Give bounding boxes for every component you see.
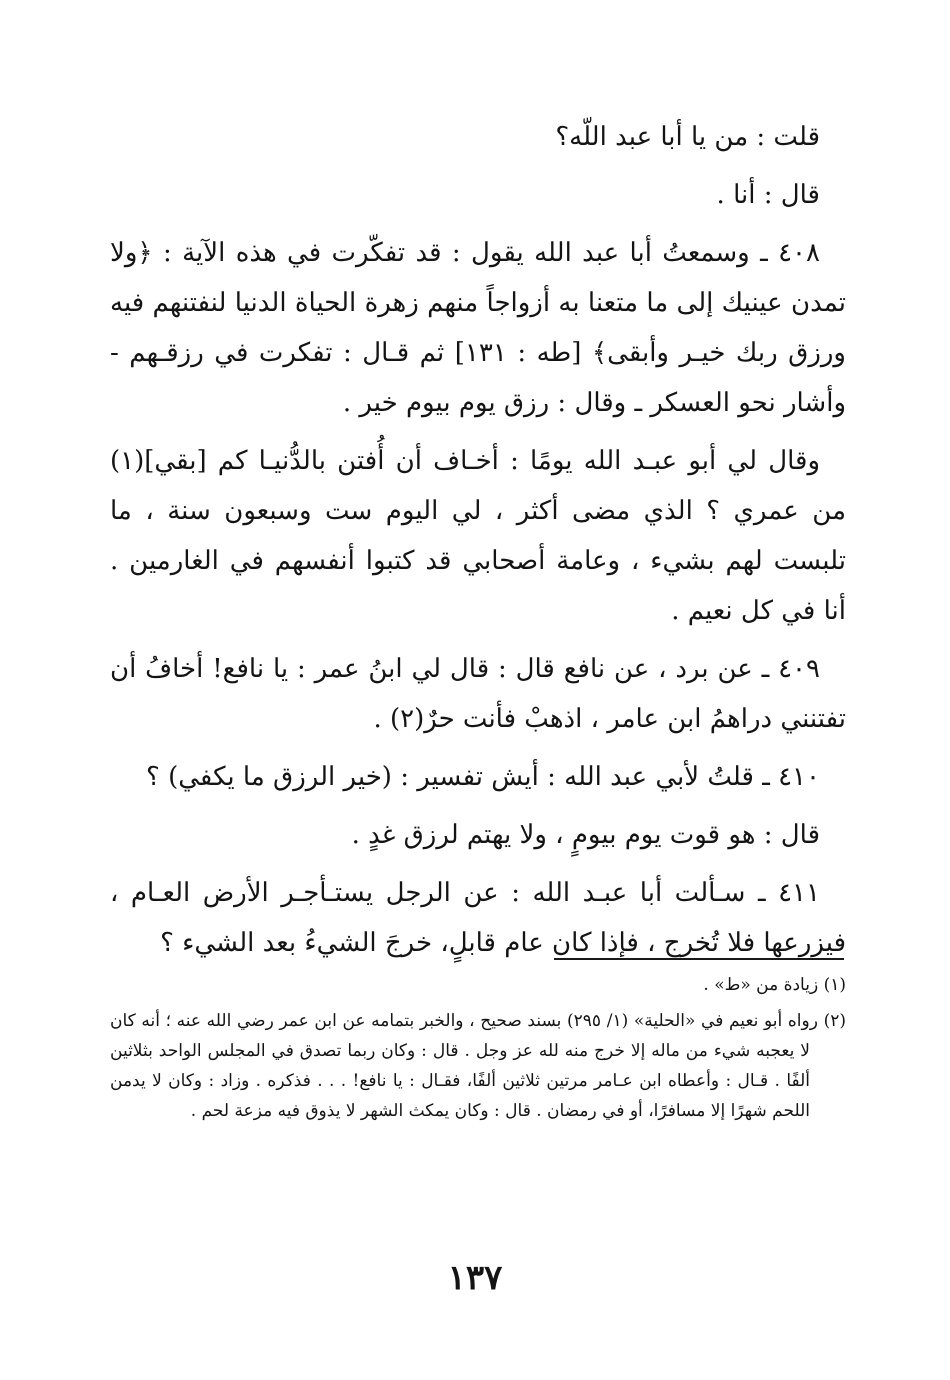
main-text — [110, 112, 846, 976]
paragraph-411: ٤١١ ـ سـألت أبا عبـد الله : عن الرجل يستـأجـر الأرض العـام ، فيزرعها فلا تُخرج ، فإذا كان عام قابلٍ، خرجَ الشيءُ بعد الشيء ؟ — [110, 878, 846, 958]
footnote-1: (١) زيادة من «ط» . — [703, 975, 846, 995]
paragraph-answer: قال : أنا . — [716, 180, 820, 210]
paragraph-410: ٤١٠ ـ قلتُ لأبي عبد الله : أيش تفسير : (خير الرزق ما يكفي) ؟ — [146, 762, 820, 792]
page-number: ١٣٧ — [447, 1258, 503, 1298]
paragraph-408: ٤٠٨ ـ وسمعتُ أبا عبد الله يقول : قد تفكّرت في هذه الآية : ﴿ولا تمدن عينيك إلى ما متعنا به أزواجاً منهم زهرة الحياة الدنيا لنفتنهم فيه ورزق ربك خيـر وأبقى﴾ [طه : ١٣١] ثم قـال : تفكرت في رزقـهم - وأشار نحو العسكر ـ وقال : رزق يوم بيوم خير . — [110, 238, 846, 418]
footnotes — [110, 970, 846, 1132]
paragraph-question: قلت : من يا أبا عبد اللّه؟ — [555, 122, 820, 152]
paragraph-408-continued: وقال لي أبو عبـد الله يومًا : أخـاف أن أُفتن بالدُّنيـا كم [بقي](١) من عمري ؟ الذي مضى أكثر ، لي اليوم ست وسبعون سنة ، ما تلبست لهم بشيء ، وعامة أصحابي قد كتبوا أنفسهم في الغارمين . أنا في كل نعيم . — [110, 446, 846, 626]
footnote-separator — [554, 958, 844, 960]
paragraph-409: ٤٠٩ ـ عن برد ، عن نافع قال : قال لي ابنُ عمر : يا نافع! أخافُ أن تفتنني دراهمُ ابن عامر ، اذهبْ فأنت حرٌ(٢) . — [110, 654, 846, 734]
footnote-2: (٢) رواه أبو نعيم في «الحلية» (١/ ٢٩٥) بسند صحيح ، والخبر بتمامه عن ابن عمر رضي الله عنه ؛ أنه كان لا يعجبه شيء من ماله إلا خرج منه لله عز وجل . قال : وكان ربما تصدق في المجلس الواحد بثلاثين ألفًا . قـال : وأعطاه ابن عـامر مرتين ثلاثين ألفًا، فقـال : يا نافع! . . . فذكره . وزاد : وكان لا يدمن اللحم شهرًا إلا مسافرًا، أو في رمضان . قال : وكان يمكث الشهر لا يذوق فيه مزعة لحم . — [110, 1011, 846, 1121]
paragraph-410-answer: قال : هو قوت يوم بيومٍ ، ولا يهتم لرزق غدٍ . — [351, 820, 820, 850]
